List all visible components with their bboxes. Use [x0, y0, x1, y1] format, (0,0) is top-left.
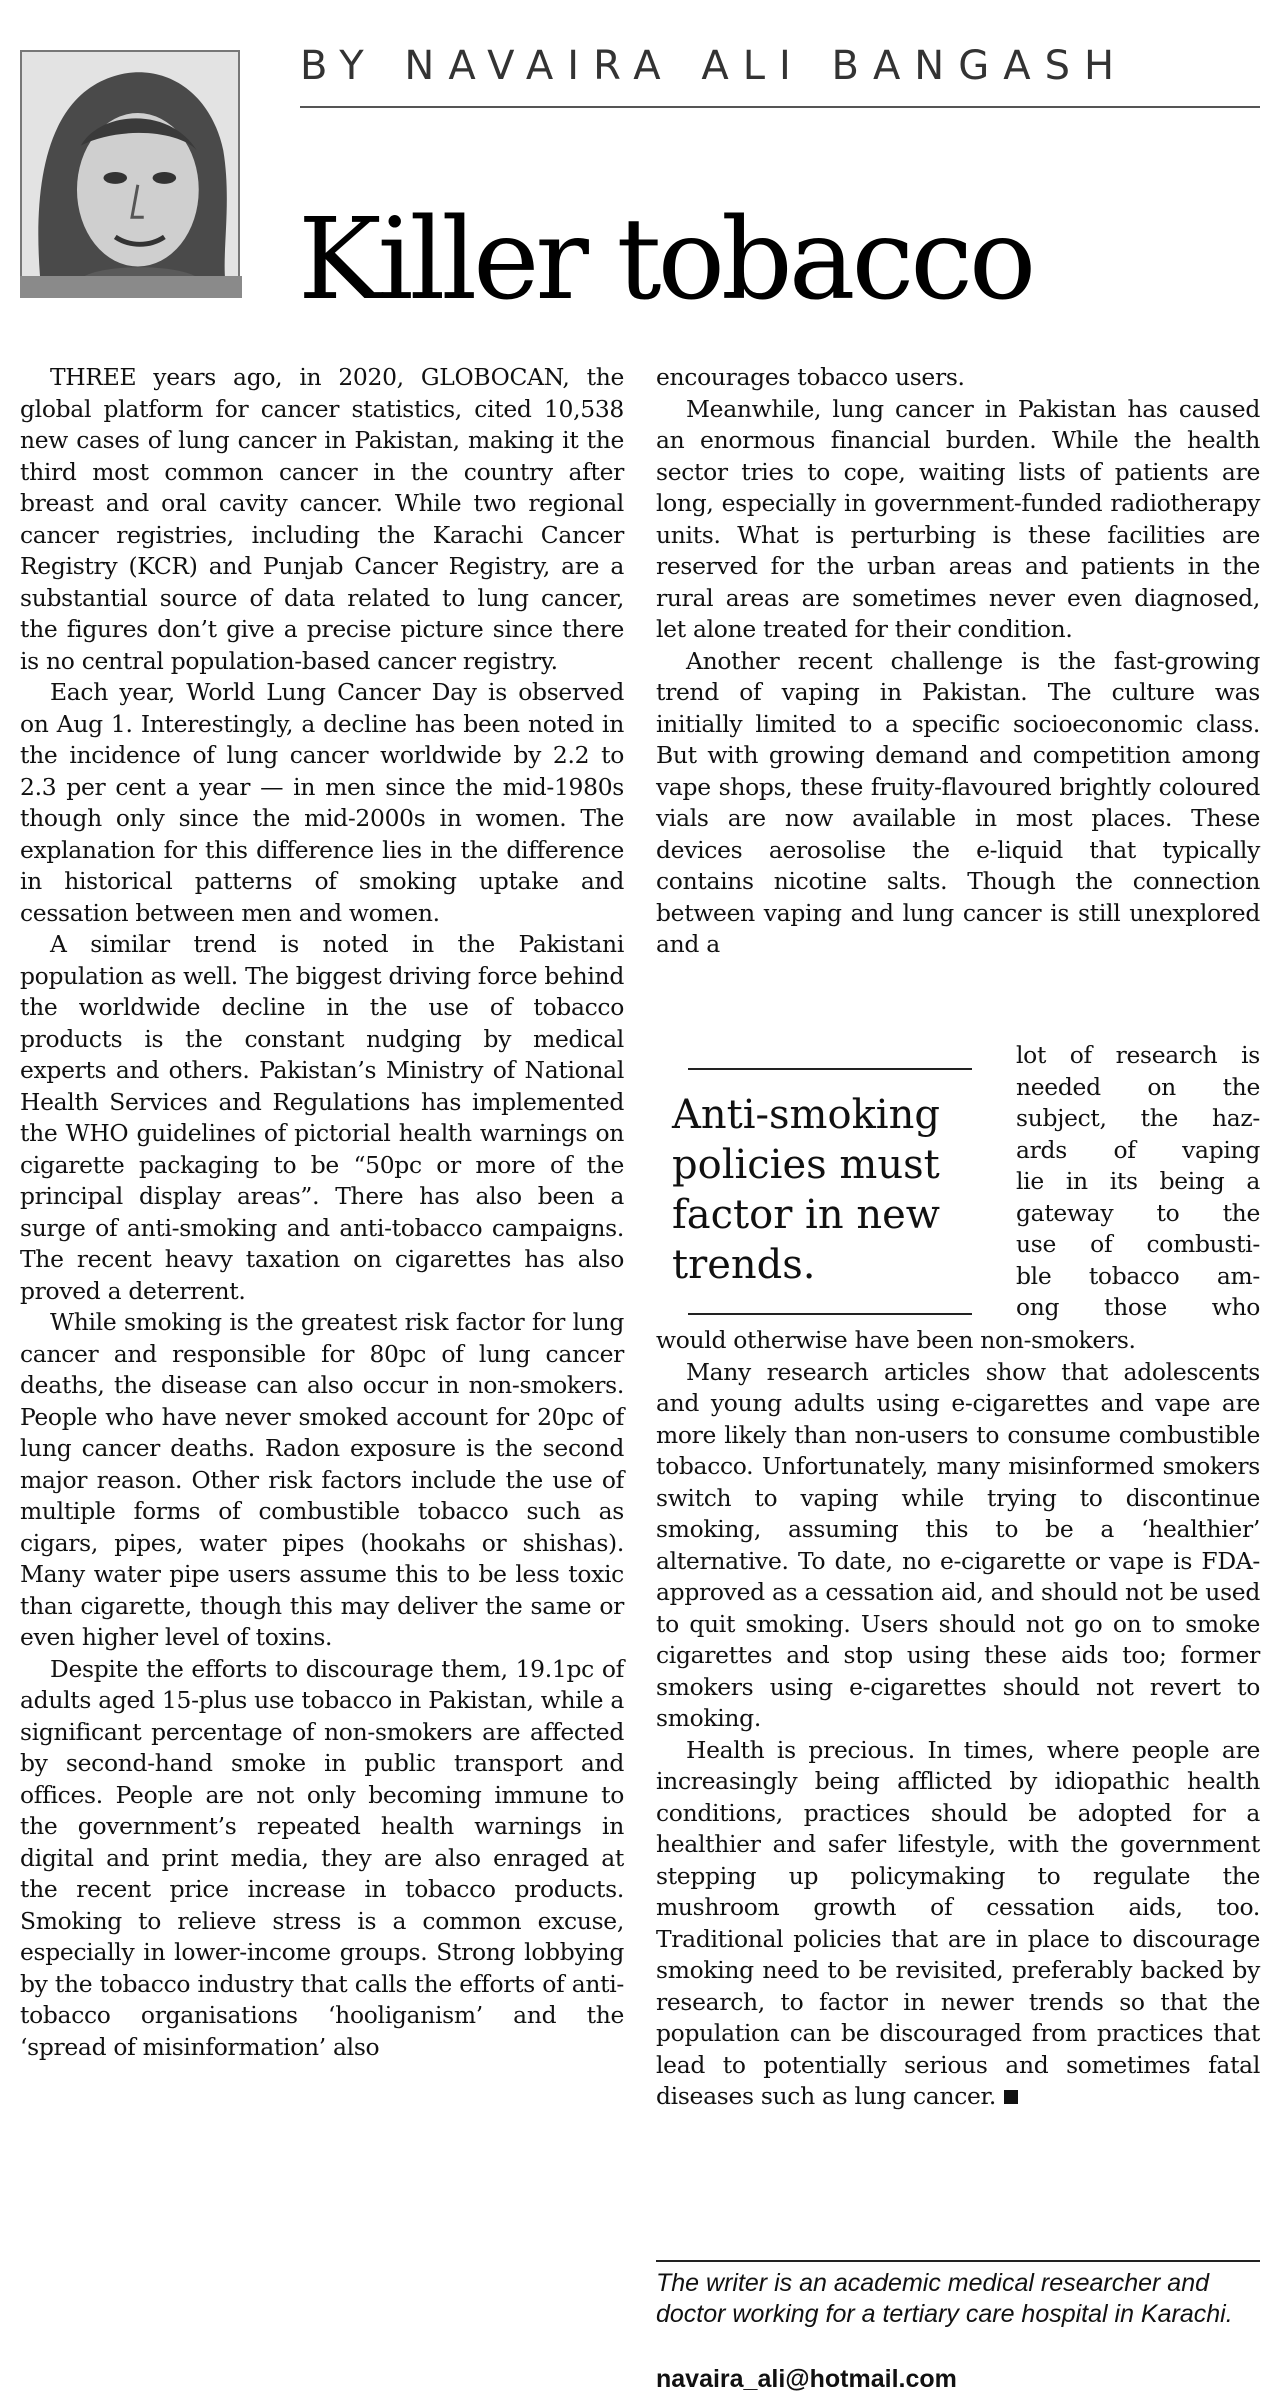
wrapped-line: ards of vaping: [1016, 1135, 1260, 1164]
author-email[interactable]: navaira_ali@hotmail.com: [656, 2365, 957, 2393]
photo-caption-band: [20, 276, 242, 298]
headline: Killer tobacco: [298, 195, 1033, 325]
paragraph: Despite the efforts to discourage them, 19.1pc of adults aged 15-plus use tobacco in Pakistan, while a significant percentage of non-smokers are affected by second-hand smoke in public transport and offices. People are not only becoming immune to the government’s repeated health warnings in digital and print media, they are also enraged at the recent price increase in tobacco products. Smoking to relieve stress is a common excuse, especially in lower-income groups. Strong lobbying by the tobacco industry that calls the efforts of anti-tobacco organisations ‘hooliganism’ and the ‘spread of misinformation’ also: [20, 1654, 624, 2061]
paragraph: A similar trend is noted in the Pakistani population as well. The biggest driving force behind the worldwide decline in the use of tobacco products is the constant nudging by medical experts and others. Pakistan’s Ministry of National Health Services and Regulations has implemented the WHO guidelines of pictorial health warnings on cigarette packaging to be “50pc or more of the principal display areas”. There has also been a surge of anti-smoking and anti-tobacco campaigns. The recent heavy taxation on cigarettes has also proved a deterrent.: [20, 930, 624, 1305]
author-bio: The writer is an academic medical researcher and doctor working for a tertiary care hospital in Karachi.: [656, 2269, 1233, 2328]
paragraph: Each year, World Lung Cancer Day is observed on Aug 1. Interestingly, a decline has been noted in the incidence of lung cancer worldwide by 2.2 to 2.3 per cent a year — in men since the mid-1980s though only since the mid-2000s in women. The explanation for this difference lies in the difference in historical patterns of smoking uptake and cessation between men and women.: [20, 678, 624, 927]
paragraph: Another recent challenge is the fast-growing trend of vaping in Pakistan. The culture was initially limited to a specific socioeconomic class. But with growing demand and competition among vape shops, these fruity-flavoured brightly coloured vials are now available in most places. These devices aerosolise the e-liquid that typically contains nicotine salts. Though the connection between vaping and lung cancer is still unexplored and a: [656, 646, 1260, 958]
wrapped-line: subject, the haz-: [1016, 1104, 1260, 1132]
pullquote: Anti-smoking policies must factor in new trends.: [672, 1092, 940, 1288]
byline-rule: [300, 106, 1260, 108]
author-photo: [20, 50, 240, 296]
wrapped-line: lot of research is: [1016, 1041, 1260, 1069]
paragraph: Many research articles show that adolescents and young adults using e-cigarettes and vape are more likely than non-users to consume combustible tobacco. Unfortunately, many misinformed smokers switch to vaping while trying to discontinue smoking, assuming this to be a ‘healthier’ alternative. To date, no e-cigarette or vape is FDA-approved as a cessation aid, and should not be used to quit smoking. Users should not go on to smoke cigarettes and stop using these aids too; former smokers using e-cigarettes should not revert to smoking.: [656, 1357, 1260, 1732]
pullquote-wrap-zone: [656, 1040, 1260, 1330]
end-of-article-mark: [1004, 2090, 1018, 2104]
wrapped-line: ble tobacco am-: [1016, 1261, 1260, 1290]
author-portrait-image: [22, 52, 238, 294]
paragraph-continued: encourages tobacco users.: [656, 363, 965, 391]
left-column: [20, 362, 624, 2382]
paragraph-continued: would otherwise have been non-smokers.: [656, 1326, 1136, 1354]
paragraph: THREE years ago, in 2020, GLOBOCAN, the global platform for cancer statistics, cited 10,538 new cases of lung cancer in Pakistan, making it the third most common cancer in the country after breast and oral cavity cancer. While two regional cancer registries, including the Karachi Cancer Registry (KCR) and Punjab Cancer Registry, are a substantial source of data related to lung cancer, the figures don’t give a precise picture since there is no central population-based cancer registry.: [20, 363, 624, 675]
paragraph: While smoking is the greatest risk factor for lung cancer and responsible for 80pc of lung cancer deaths, the disease can also occur in non-smokers. People who have never smoked account for 20pc of lung cancer deaths. Radon exposure is the second major reason. Other risk factors include the use of multiple forms of combustible tobacco such as cigars, pipes, water pipes (hookahs or shishas). Many water pipe users assume this to be less toxic than cigarette, though this may deliver the same or even higher level of toxins.: [20, 1308, 624, 1651]
right-column-top: [656, 362, 1260, 961]
wrapped-line: gateway to the: [1016, 1198, 1260, 1227]
right-column-bottom: [656, 1325, 1260, 2113]
wrapped-line: needed on the: [1016, 1072, 1260, 1101]
author-bio-rule: [656, 2260, 1260, 2262]
paragraph: [656, 1735, 1260, 2113]
paragraph-text: Health is precious. In times, where people are increasingly being afflicted by idiopathic health conditions, practices should be adopted for a healthier and safer lifestyle, with the government stepping up policymaking to regulate the mushroom growth of cessation aids, too. Traditional policies that are in place to discourage smoking need to be revisited, preferably backed by research, to factor in newer trends so that the population can be discouraged from practices that lead to potentially serious and sometimes fatal diseases such as lung cancer.: [656, 1735, 1260, 2110]
byline: BY NAVAIRA ALI BANGASH: [300, 43, 1129, 89]
wrapped-line: lie in its being a: [1016, 1167, 1260, 1195]
paragraph: Meanwhile, lung cancer in Pakistan has caused an enormous financial burden. While the health sector tries to cope, waiting lists of patients are long, especially in government-funded radiotherapy units. What is perturbing is these facilities are reserved for the urban areas and patients in the rural areas are sometimes never even diagnosed, let alone treated for their condition.: [656, 394, 1260, 643]
wrapped-line: use of combusti-: [1016, 1230, 1260, 1258]
wrapped-text: [1016, 1040, 1260, 1324]
wrapped-line: ong those who: [1016, 1293, 1260, 1321]
